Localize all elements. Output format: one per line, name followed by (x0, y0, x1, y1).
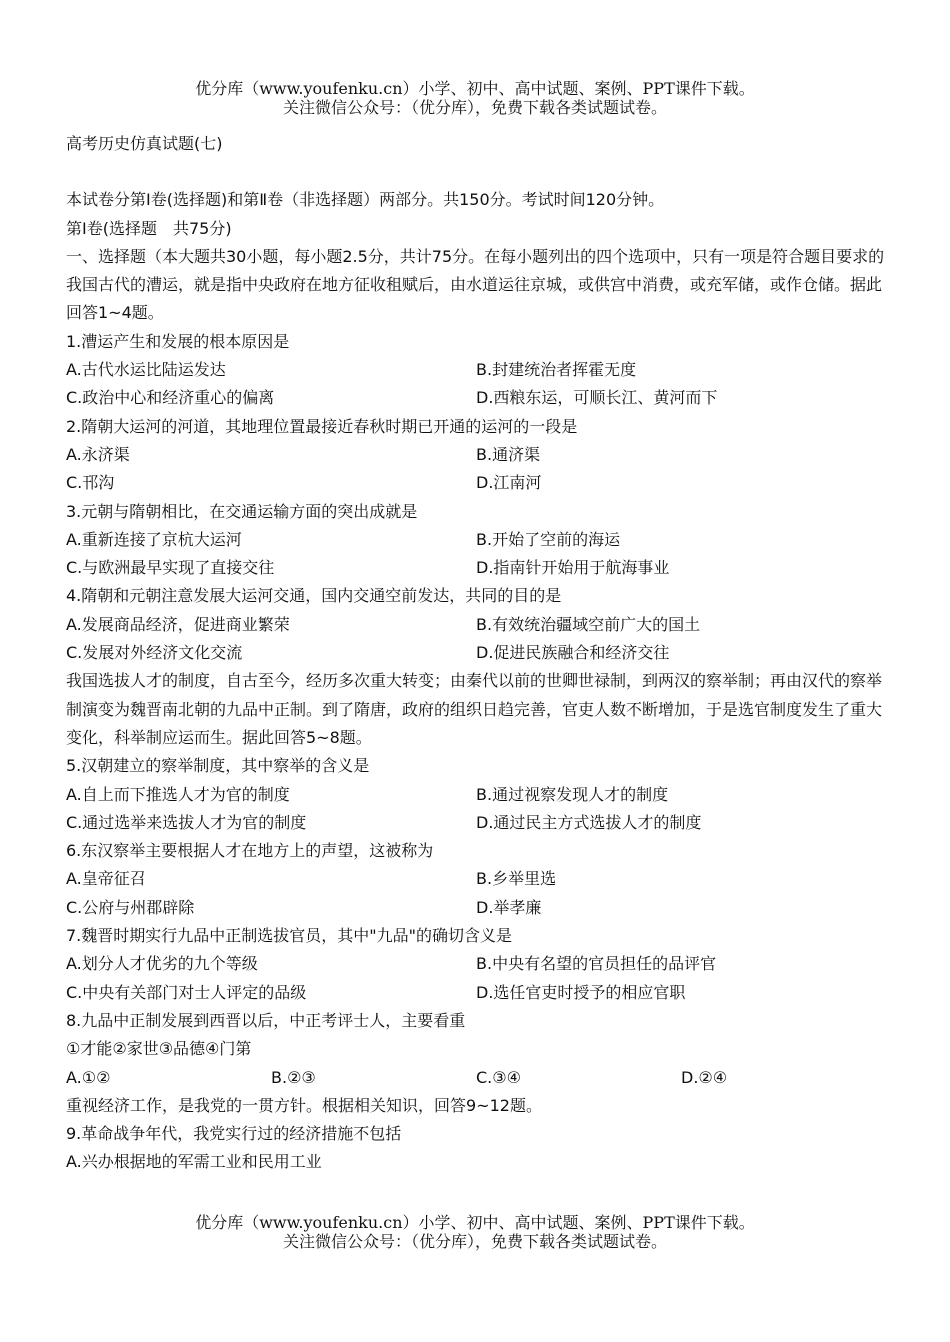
option-row (66, 894, 886, 922)
option-c: C.③④ (476, 1067, 521, 1087)
option-d: D.江南河 (476, 473, 542, 493)
material-2: 我国选拔人才的制度，自古至今，经历多次重大转变；由秦代以前的世卿世禄制，到两汉的察举制；再由汉代的察举制演变为魏晋南北朝的九品中正制。到了隋唐，政府的组织日趋完善，官吏人数不断增加，于是选官制度发生了重大变化，科举制应运而生。据此回答5~8题。 (66, 671, 883, 747)
option-a: A.兴办根据地的军需工业和民用工业 (66, 1152, 322, 1172)
option-row (66, 554, 886, 582)
option-row (66, 384, 886, 412)
option-a: A.重新连接了京杭大运河 (66, 529, 242, 549)
question-stem: 4.隋朝和元朝注意发展大运河交通，国内交通空前发达，共同的目的是 (66, 586, 562, 606)
option-row (66, 1064, 886, 1092)
option-row (66, 979, 886, 1007)
option-row (66, 441, 886, 469)
option-a: A.自上而下推选人才为官的制度 (66, 784, 290, 804)
option-a: A.①② (66, 1067, 111, 1087)
part-one-heading: 第Ⅰ卷(选择题 共75分) (66, 218, 232, 238)
question-stem: 3.元朝与隋朝相比，在交通运输方面的突出成就是 (66, 501, 418, 521)
page-footer (0, 1213, 950, 1251)
option-d: D.指南针开始用于航海事业 (476, 558, 670, 578)
material-1: 我国古代的漕运，就是指中央政府在地方征收租赋后，由水道运往京城，或供宫中消费，或充军储，或作仓储。据此回答1~4题。 (66, 275, 883, 323)
option-row (66, 639, 886, 667)
option-b: B.开始了空前的海运 (476, 529, 621, 549)
header-line-1: 优分库（www.youfenku.cn）小学、初中、高中试题、案例、PPT课件下载。 (195, 79, 755, 98)
option-b: B.乡举里选 (476, 869, 557, 889)
option-a: A.发展商品经济，促进商业繁荣 (66, 614, 290, 634)
option-row (66, 356, 886, 384)
option-row (66, 781, 886, 809)
option-c: C.公府与州郡辟除 (66, 897, 195, 917)
document-body (66, 130, 886, 1177)
option-row (66, 809, 886, 837)
option-b: B.通济渠 (476, 444, 541, 464)
option-row (66, 469, 886, 497)
option-a: A.皇帝征召 (66, 869, 146, 889)
section-instructions: 一、选择题（本大题共30小题，每小题2.5分，共计75分。在每小题列出的四个选项中，只有一项是符合题目要求的 (66, 246, 885, 266)
question-stem: 5.汉朝建立的察举制度，其中察举的含义是 (66, 756, 370, 776)
option-c: C.发展对外经济文化交流 (66, 643, 243, 663)
page-header (0, 79, 950, 117)
document-title: 高考历史仿真试题(七) (66, 134, 223, 153)
option-c: C.邗沟 (66, 473, 115, 493)
option-b: B.有效统治疆域空前广大的国土 (476, 614, 701, 634)
option-row (66, 526, 886, 554)
question-stem: 9.革命战争年代，我党实行过的经济措施不包括 (66, 1124, 402, 1144)
option-b: B.封建统治者挥霍无度 (476, 360, 637, 380)
option-b: B.中央有名望的官员担任的品评官 (476, 954, 717, 974)
question-items: ①才能②家世③品德④门第 (66, 1039, 252, 1059)
option-d: D.西粮东运，可顺长江、黄河而下 (476, 388, 718, 408)
option-row (66, 611, 886, 639)
material-3: 重视经济工作，是我党的一贯方针。根据相关知识，回答9~12题。 (66, 1095, 542, 1115)
question-stem: 8.九品中正制发展到西晋以后，中正考评士人，主要看重 (66, 1010, 466, 1030)
option-b: B.通过视察发现人才的制度 (476, 784, 669, 804)
option-a: A.古代水运比陆运发达 (66, 360, 226, 380)
question-stem: 7.魏晋时期实行九品中正制选拔官员，其中"九品"的确切含义是 (66, 926, 512, 946)
option-c: C.政治中心和经济重心的偏离 (66, 388, 275, 408)
option-c: C.与欧洲最早实现了直接交往 (66, 558, 275, 578)
option-a: A.划分人才优劣的九个等级 (66, 954, 258, 974)
option-row (66, 950, 886, 978)
option-a: A.永济渠 (66, 444, 130, 464)
option-d: D.通过民主方式选拔人才的制度 (476, 812, 702, 832)
question-stem: 2.隋朝大运河的河道，其地理位置最接近春秋时期已开通的运河的一段是 (66, 416, 578, 436)
option-d: D.举孝廉 (476, 897, 542, 917)
option-d: D.促进民族融合和经济交往 (476, 643, 670, 663)
option-b: B.②③ (271, 1067, 316, 1087)
option-row (66, 865, 886, 893)
option-d: D.②④ (681, 1067, 728, 1087)
footer-line-2: 关注微信公众号：（优分库），免费下载各类试题试卷。 (282, 1232, 667, 1251)
header-line-2: 关注微信公众号：（优分库），免费下载各类试题试卷。 (282, 98, 667, 117)
question-stem: 1.漕运产生和发展的根本原因是 (66, 331, 290, 351)
question-stem: 6.东汉察举主要根据人才在地方上的声望，这被称为 (66, 841, 434, 861)
exam-intro: 本试卷分第Ⅰ卷(选择题)和第Ⅱ卷（非选择题）两部分。共150分。考试时间120分钟。 (66, 190, 665, 210)
option-c: C.通过选举来选拔人才为官的制度 (66, 812, 307, 832)
option-c: C.中央有关部门对士人评定的品级 (66, 982, 307, 1002)
footer-line-1: 优分库（www.youfenku.cn）小学、初中、高中试题、案例、PPT课件下载。 (195, 1213, 755, 1232)
option-d: D.选任官吏时授予的相应官职 (476, 982, 686, 1002)
